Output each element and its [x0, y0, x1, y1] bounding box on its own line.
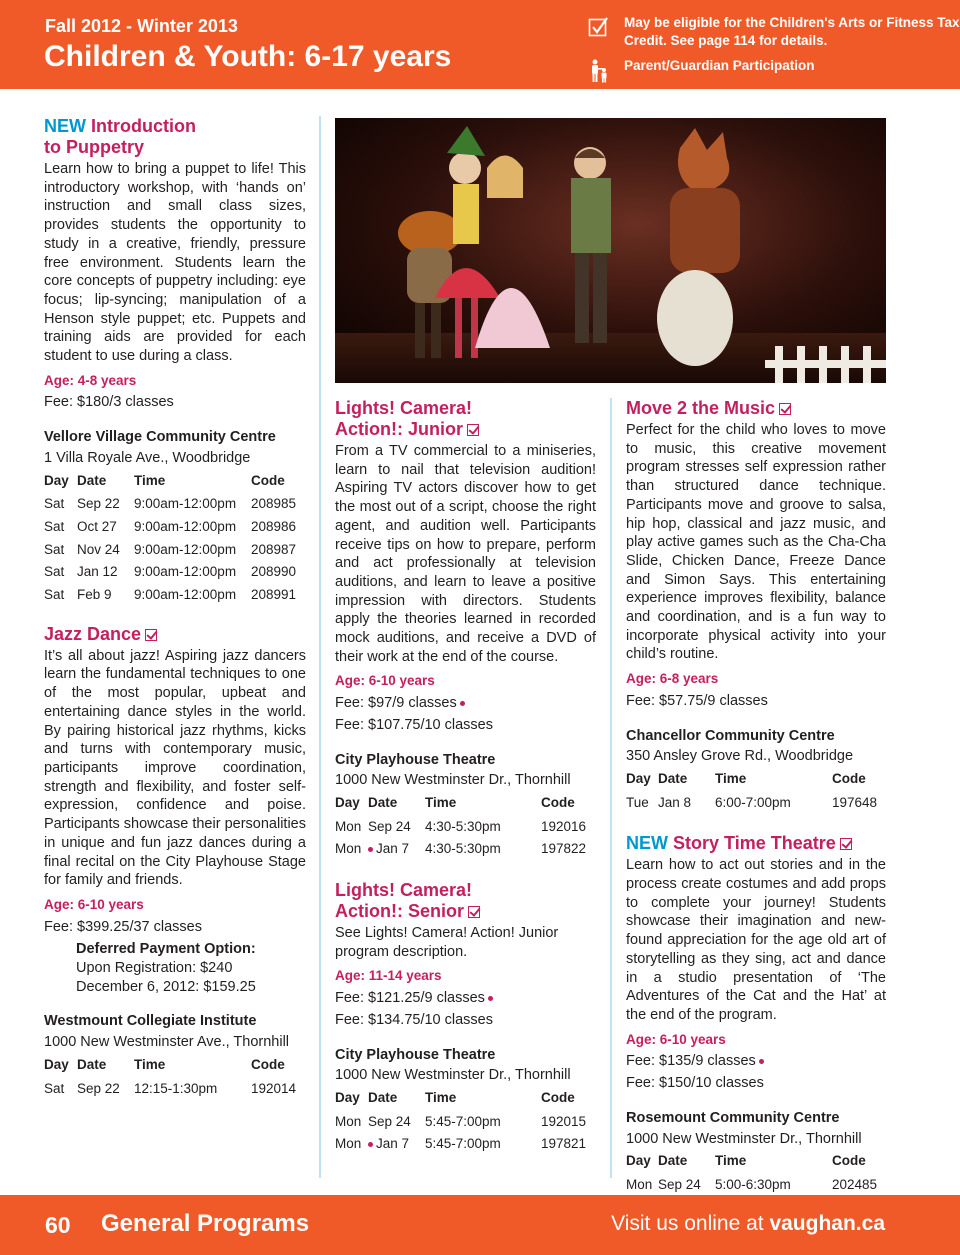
day: Sat: [44, 541, 65, 557]
tax-credit-checkbox-icon: [840, 838, 852, 850]
schedule-header: [44, 471, 306, 495]
schedule-header: [335, 1088, 596, 1112]
col-day: Day: [44, 1056, 69, 1072]
table-row: [44, 562, 306, 585]
section-title: General Programs: [101, 1210, 310, 1237]
column-middle: [335, 398, 596, 1157]
code: 192014: [251, 1080, 297, 1096]
tax-credit-checkbox-icon: [468, 906, 480, 918]
time: 4:30-5:30pm: [425, 818, 501, 834]
col-code: Code: [832, 770, 866, 786]
day: Sat: [44, 587, 65, 603]
schedule-table: [44, 1055, 306, 1101]
time: 9:00am-12:00pm: [134, 518, 237, 534]
program-description: From a TV commercial to a miniseries, learn to nail that television audition! Aspiring TV actors discover how to get the most out of a script, choose the right agent, and audition well. Participants receive tips on how to prepare, perform and act professionally at television auditions, and learn to leave a positive impression with directors. Students apply the theories learned in recorded mock auditions, and receive a DVD of their work at the end of the course.: [335, 443, 596, 665]
col-time: Time: [134, 472, 166, 488]
website-promo: [611, 1212, 885, 1236]
location-address: 1 Villa Royale Ave., Woodbridge: [44, 449, 251, 466]
program-description: See Lights! Camera! Action! Junior program description.: [335, 925, 559, 960]
program-title-line: Move 2 the Music: [626, 398, 776, 418]
fee: Fee: $399.25/37 classes: [44, 918, 202, 935]
code: 208985: [251, 496, 297, 512]
age-range: Age: 11-14 years: [335, 968, 442, 984]
program-title-line: Action!: Senior: [335, 901, 464, 922]
code: 208990: [251, 564, 297, 580]
code: 192015: [541, 1113, 587, 1129]
deferred-title: Deferred Payment Option:: [76, 941, 256, 958]
fee: Fee: $180/3 classes: [44, 394, 174, 411]
location-address: 1000 New Westminster Dr., Thornhill: [335, 1067, 571, 1084]
day: Mon: [335, 841, 362, 857]
program-title: [626, 833, 886, 854]
code: 202485: [832, 1176, 878, 1192]
code: 197822: [541, 841, 587, 857]
col-time: Time: [715, 770, 747, 786]
col-time: Time: [715, 1153, 747, 1169]
date: Jan 7: [376, 1136, 410, 1152]
schedule-table: [335, 793, 596, 862]
schedule-header: [335, 793, 596, 817]
date: Jan 12: [77, 564, 118, 580]
page-header: [0, 0, 960, 89]
time: 9:00am-12:00pm: [134, 564, 237, 580]
schedule-header: [626, 1151, 886, 1175]
date: Sep 24: [658, 1176, 701, 1192]
column-divider: [319, 116, 321, 1178]
page-title: Children & Youth: 6-17 years: [44, 40, 452, 73]
day: Sat: [44, 518, 65, 534]
legend-tax-credit: [588, 14, 960, 50]
col-day: Day: [626, 1153, 651, 1169]
col-day: Day: [335, 1089, 360, 1105]
website-link[interactable]: vaughan.ca: [769, 1212, 885, 1235]
day: Mon: [335, 1113, 362, 1129]
visit-prefix: Visit us online at: [611, 1212, 770, 1235]
program-title-line: to Puppetry: [44, 137, 145, 157]
new-badge: NEW: [626, 833, 668, 854]
date: Sep 24: [368, 818, 411, 834]
table-row: [44, 540, 306, 563]
col-day: Day: [44, 472, 69, 488]
fee-text: Fee: $121.25/9 classes: [335, 990, 485, 1007]
col-time: Time: [425, 1089, 457, 1105]
time: 9:00am-12:00pm: [134, 587, 237, 603]
col-time: Time: [134, 1056, 166, 1072]
program-title-line: Story Time Theatre: [673, 833, 836, 854]
program-description: Learn how to act out stories and in the process create costumes and add props to complete your journey! Students showcase their imagination and new-found appreciation for the age old art of storytelling as they sing, act and dance in a studio presentation of ‘The Adventures of the Cat and the Hat’ at the end of the program.: [626, 857, 886, 1023]
program-title-line: Introduction: [91, 116, 196, 136]
fee: [335, 989, 596, 1008]
time: 5:00-6:30pm: [715, 1176, 791, 1192]
fee: Fee: $150/10 classes: [626, 1075, 764, 1092]
time: 9:00am-12:00pm: [134, 541, 237, 557]
date: Sep 22: [77, 496, 120, 512]
location-address: 1000 New Westminster Ave., Thornhill: [44, 1034, 290, 1051]
time: 5:45-7:00pm: [425, 1136, 501, 1152]
deferred-line: Upon Registration: $240: [76, 960, 233, 977]
col-code: Code: [541, 1089, 575, 1105]
date: Jan 7: [376, 841, 410, 857]
day: Mon: [335, 1136, 362, 1152]
date: Feb 9: [77, 587, 112, 603]
deferred-payment: [44, 940, 306, 996]
checkbox-icon: [588, 16, 610, 43]
col-date: Date: [658, 770, 688, 786]
col-date: Date: [77, 472, 107, 488]
col-date: Date: [368, 1089, 398, 1105]
location-address: 350 Ansley Grove Rd., Woodbridge: [626, 748, 854, 765]
col-time: Time: [425, 794, 457, 810]
date-cell: [368, 1134, 425, 1157]
program-title: [44, 116, 306, 158]
table-row: [335, 839, 596, 862]
age-range: Age: 6-10 years: [335, 673, 435, 689]
date: Nov 24: [77, 541, 120, 557]
tax-credit-checkbox-icon: [145, 629, 157, 641]
col-day: Day: [626, 770, 651, 786]
bullet-dot-icon: [460, 701, 465, 706]
column-left: [44, 116, 306, 1101]
day: Mon: [626, 1176, 653, 1192]
fee: Fee: $134.75/10 classes: [335, 1011, 493, 1028]
day: Sat: [44, 564, 65, 580]
tax-credit-checkbox-icon: [467, 424, 479, 436]
program-title-line: Action!: Junior: [335, 419, 463, 439]
table-row: [335, 1134, 596, 1157]
code: 197821: [541, 1136, 587, 1152]
day: Tue: [626, 794, 649, 810]
column-divider: [610, 398, 612, 1178]
col-code: Code: [541, 794, 575, 810]
date: Jan 8: [658, 794, 692, 810]
time: 12:15-1:30pm: [134, 1080, 218, 1096]
table-row: [44, 494, 306, 517]
col-day: Day: [335, 794, 360, 810]
program-description: Learn how to bring a puppet to life! This introductory workshop, with ‘hands on’ instruction and small class sizes, provides students the opportunity to study in a creative, friendly, pressure free environment. Students learn the core concepts of puppetry including: eye focus; lip-syncing; manipulation of a Henson style puppet; etc. Puppets and training aids are provided for each student to use during a class.: [44, 161, 306, 365]
season-label: Fall 2012 - Winter 2013: [45, 16, 238, 36]
fee: [335, 694, 596, 713]
program-title-line: Lights! Camera!: [335, 398, 473, 418]
page-footer: [0, 1195, 960, 1255]
age-range: Age: 6-8 years: [626, 671, 719, 687]
time: 9:00am-12:00pm: [134, 496, 237, 512]
code: 208987: [251, 541, 297, 557]
date: Oct 27: [77, 518, 117, 534]
program-title: [335, 880, 596, 922]
fee: Fee: $107.75/10 classes: [335, 716, 493, 733]
table-row: [335, 1112, 596, 1135]
program-title: [335, 398, 596, 440]
fee: Fee: $57.75/9 classes: [626, 692, 768, 709]
table-row: [626, 793, 886, 816]
location-name: Chancellor Community Centre: [626, 727, 835, 744]
bullet-dot-icon: [759, 1059, 764, 1064]
location-address: 1000 New Westminster Dr., Thornhill: [335, 772, 571, 789]
age-range: Age: 6-10 years: [626, 1031, 726, 1047]
age-range: Age: 6-10 years: [44, 896, 144, 912]
column-right: [626, 398, 886, 1220]
fee-text: Fee: $135/9 classes: [626, 1053, 756, 1070]
col-code: Code: [251, 1056, 285, 1072]
program-title: [44, 624, 306, 645]
fee: [626, 1052, 886, 1071]
col-date: Date: [368, 794, 398, 810]
location-name: City Playhouse Theatre: [335, 1046, 496, 1063]
bullet-dot-icon: [368, 1142, 373, 1147]
day: Sat: [44, 496, 65, 512]
table-row: [44, 585, 306, 608]
schedule-table: [335, 1088, 596, 1157]
schedule-table: [626, 769, 886, 815]
table-row: [44, 1079, 306, 1102]
program-title-line: Lights! Camera!: [335, 880, 473, 901]
time: 6:00-7:00pm: [715, 794, 791, 810]
code: 192016: [541, 818, 587, 834]
time: 5:45-7:00pm: [425, 1113, 501, 1129]
code: 197648: [832, 794, 878, 810]
stage-photo: [335, 118, 886, 383]
location-name: City Playhouse Theatre: [335, 751, 496, 768]
date: Sep 22: [77, 1080, 120, 1096]
col-code: Code: [251, 472, 285, 488]
col-date: Date: [658, 1153, 688, 1169]
fee-text: Fee: $97/9 classes: [335, 695, 457, 712]
program-title-line: Jazz Dance: [44, 623, 142, 644]
location-name: Westmount Collegiate Institute: [44, 1013, 257, 1030]
legend: [588, 14, 960, 75]
code: 208991: [251, 587, 297, 603]
col-date: Date: [77, 1056, 107, 1072]
program-description: Perfect for the child who loves to move to music, this creative movement program stresses self expression rather than structured dance technique. Participants move and groove to salsa, hip hop, classical and jazz music, and play active games such as the Cha-Cha Slide, Chicken Dance, Freeze Dance and Simon Says. This entertaining experience improves flexibility, balance and coordination, and is a fun way to incorporate physical activity into your child’s routine.: [626, 422, 886, 663]
time: 4:30-5:30pm: [425, 841, 501, 857]
col-code: Code: [832, 1153, 866, 1169]
parent-child-icon: [588, 59, 612, 88]
legend-parent-text: Parent/Guardian Participation: [624, 58, 815, 73]
date-cell: [368, 839, 425, 862]
location-name: Rosemount Community Centre: [626, 1109, 840, 1126]
table-row: [335, 817, 596, 840]
page-number: 60: [45, 1212, 71, 1238]
schedule-header: [44, 1055, 306, 1079]
schedule-table: [44, 471, 306, 608]
schedule-header: [626, 769, 886, 793]
day: Sat: [44, 1080, 65, 1096]
bullet-dot-icon: [368, 847, 373, 852]
day: Mon: [335, 818, 362, 834]
location-address: 1000 New Westminster Dr., Thornhill: [626, 1130, 862, 1147]
code: 208986: [251, 518, 297, 534]
bullet-dot-icon: [488, 996, 493, 1001]
new-badge: NEW: [44, 116, 86, 136]
age-range: Age: 4-8 years: [44, 372, 137, 388]
location-name: Vellore Village Community Centre: [44, 429, 276, 446]
tax-credit-checkbox-icon: [779, 403, 791, 415]
program-description: It’s all about jazz! Aspiring jazz dancers learn the fundamental techniques to one of the most popular, upbeat and entertaining dance styles in the world. By pairing historical jazz rhythms, kicks and turns with contemporary music, participants improve coordination, strength and flexibility, and foster self-expression, confidence and poise. Participants showcase their personalities in unique and fun jazz dances during a final recital on the City Playhouse Stage for family and friends.: [44, 647, 306, 889]
legend-tax-credit-text: May be eligible for the Children's Arts or Fitness Tax Credit. See page 114 for details.: [624, 15, 960, 48]
table-row: [44, 517, 306, 540]
legend-parent: [588, 57, 960, 75]
date: Sep 24: [368, 1113, 411, 1129]
program-title: [626, 398, 886, 419]
deferred-line: December 6, 2012: $159.25: [76, 978, 256, 995]
